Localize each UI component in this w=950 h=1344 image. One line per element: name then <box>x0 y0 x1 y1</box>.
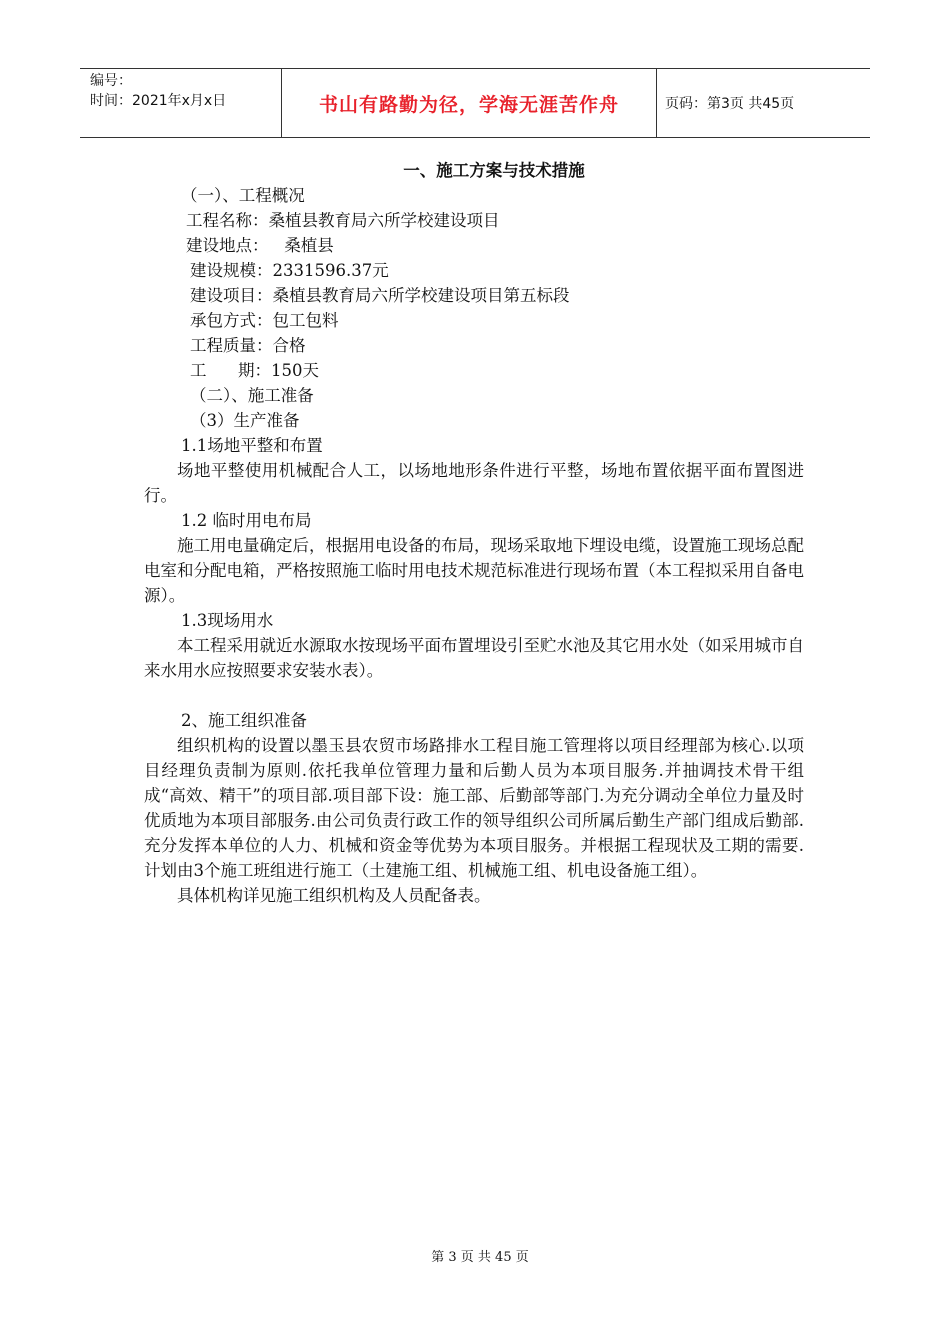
section-1-3-heading: 1.3现场用水 <box>181 611 274 630</box>
time-label: 时间：2021年x月x日 <box>90 93 227 109</box>
page-footer: 第 3 页 共 45 页 <box>431 1250 529 1265</box>
section-1-3-text: 本工程采用就近水源取水按现场平面布置埋设引至贮水池及其它用水处（如采用城市自来水用水应按照要求安装水表）。 <box>144 636 804 680</box>
header-page-info: 页码：第3页 共45页 <box>665 96 795 112</box>
section-2-detail: 具体机构详见施工组织机构及人员配备表。 <box>177 886 491 905</box>
header-meta <box>80 69 282 137</box>
number-label: 编号： <box>90 73 132 89</box>
project-item: 建设项目：桑植县教育局六所学校建设项目第五标段 <box>190 286 570 305</box>
project-quality: 工程质量：合格 <box>190 336 306 355</box>
project-duration: 工 期：150天 <box>190 361 319 380</box>
page-header <box>80 68 870 138</box>
document-title: 一、施工方案与技术措施 <box>403 161 585 180</box>
section-1-1-heading: 1.1场地平整和布置 <box>181 436 323 455</box>
prep-heading: （二）、施工准备 <box>190 386 314 405</box>
section-1-1-text: 场地平整使用机械配合人工，以场地地形条件进行平整，场地布置依据平面布置图进行。 <box>144 461 804 505</box>
header-motto: 书山有路勤为径，学海无涯苦作舟 <box>282 69 657 137</box>
project-scale: 建设规模：2331596.37元 <box>190 261 389 280</box>
project-location: 建设地点： 桑植县 <box>186 236 334 255</box>
project-name: 工程名称：桑植县教育局六所学校建设项目 <box>186 211 500 230</box>
section-2-text: 组织机构的设置以墨玉县农贸市场路排水工程目施工管理将以项目经理部为核心.以项目经理负责制为原则.依托我单位管理力量和后勤人员为本项目服务.并抽调技术骨干组成“高效、精干”的项目部.项目部下设：施工部、后勤部等部门.为充分调动全单位力量及时优质地为本项目部服务.由公司负责行政工作的领导组织公司所属后勤生产部门组成后勤部.充分发挥本单位的人力、机械和资金等优势为本项目服务。并根据工程现状及工期的需要.计划由3个施工班组进行施工（土建施工组、机械施工组、机电设备施工组）。 <box>144 736 804 880</box>
contract-mode: 承包方式：包工包料 <box>190 311 339 330</box>
document-body <box>144 158 804 908</box>
blank-line <box>144 683 804 708</box>
section-2-heading: 2、施工组织准备 <box>181 711 307 730</box>
section-1-2-heading: 1.2 临时用电布局 <box>181 511 312 530</box>
section-1-2-text: 施工用电量确定后，根据用电设备的布局，现场采取地下埋设电缆，设置施工现场总配电室和分配电箱，严格按照施工临时用电技术规范标准进行现场布置（本工程拟采用自备电源）。 <box>144 536 804 605</box>
production-heading: （3）生产准备 <box>190 411 300 430</box>
overview-heading: （一）、工程概况 <box>181 186 305 205</box>
